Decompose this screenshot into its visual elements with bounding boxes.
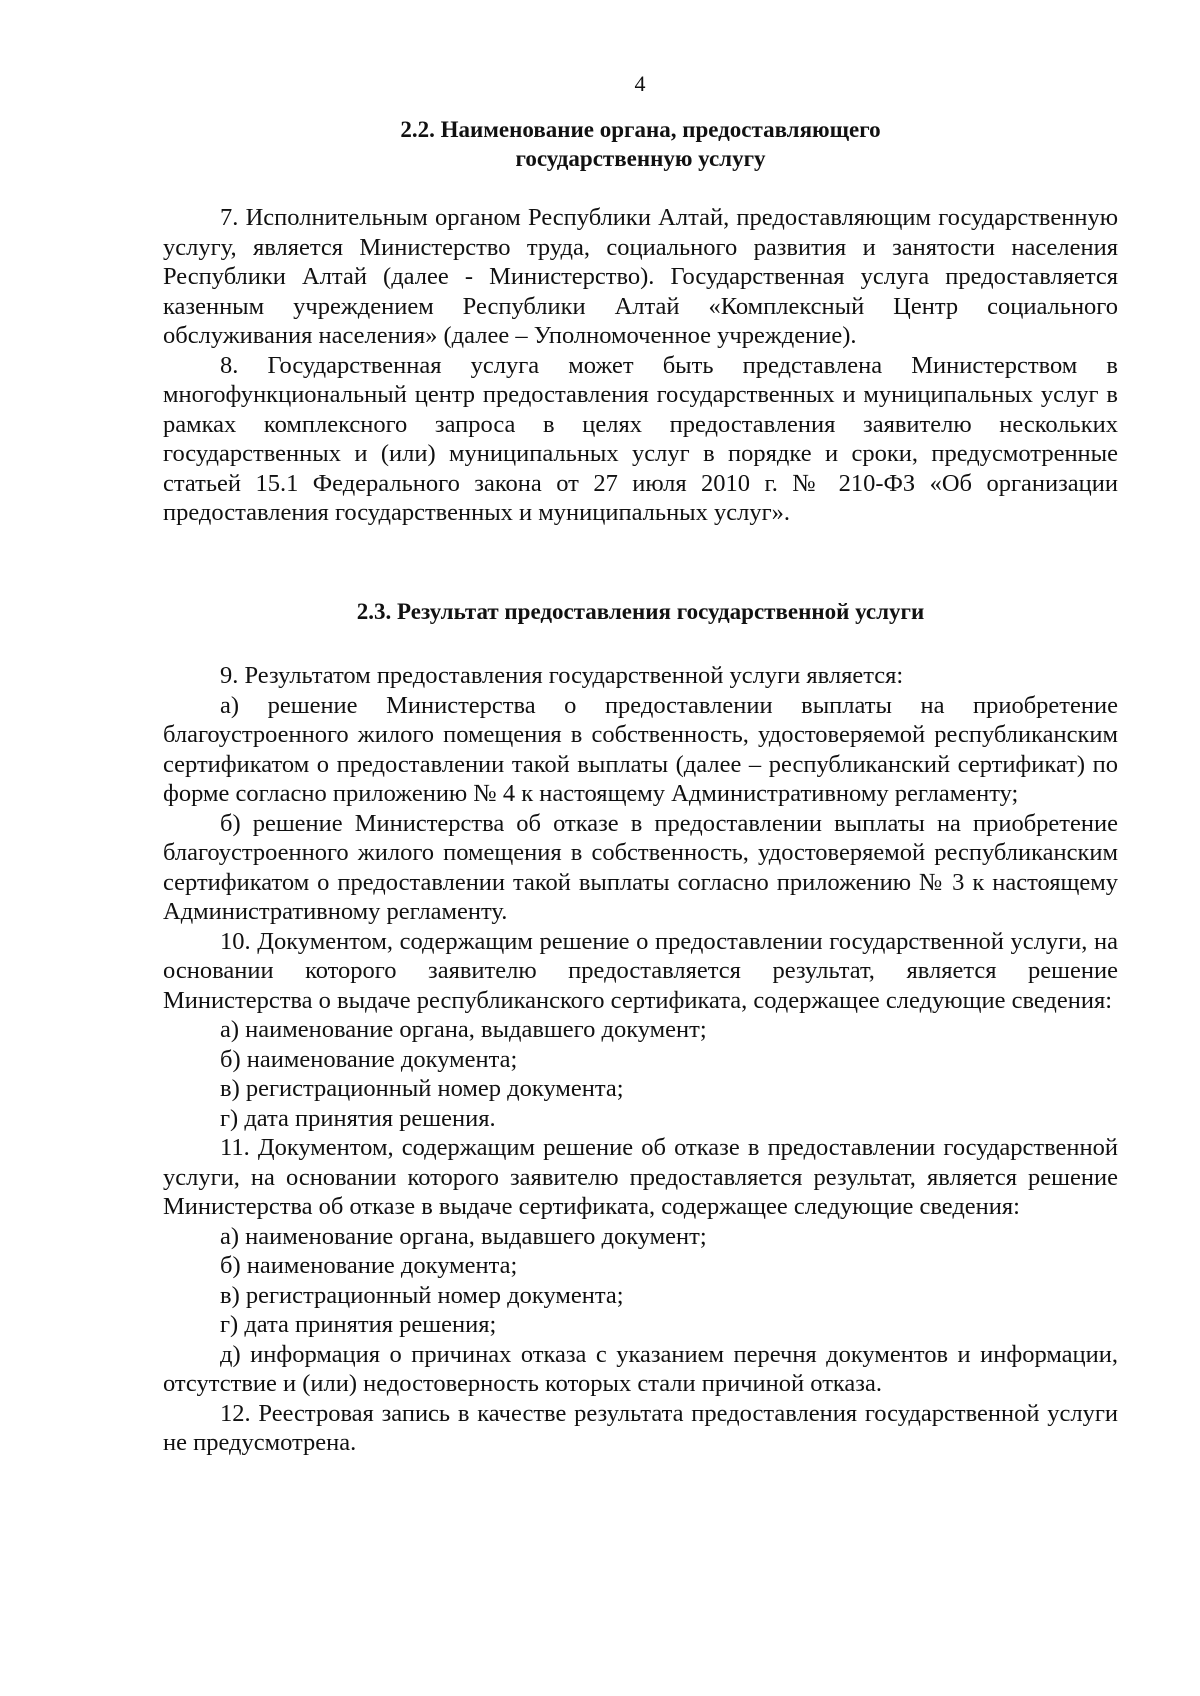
paragraph-10: 10. Документом, содержащим решение о предоставлении государственной услуги, на основании которого заявителю предоставляется результат, является решение Министерства о выдаче республиканского сертификата, содержащее следующие сведения: bbox=[163, 927, 1118, 1014]
paragraph-9: 9. Результатом предоставления государственной услуги является: bbox=[220, 662, 904, 689]
section-2-3-body bbox=[163, 661, 1118, 1458]
paragraph-10-item-b: б) наименование документа; bbox=[220, 1045, 518, 1073]
paragraph-11-item-b: б) наименование документа; bbox=[220, 1252, 518, 1279]
paragraph-11-item-e: д) информация о причинах отказа с указанием перечня документов и информации, отсутствие и (или) недостоверность которых стали причиной отказа. bbox=[163, 1340, 1118, 1397]
paragraph-9-item-a: а) решение Министерства о предоставлении выплаты на приобретение благоустроенного жилого помещения в собственность, удостоверяемой республиканским сертификатом о предоставлении такой выплаты (далее – республиканский сертификат) по форме согласно приложению № 4 к настоящему Административному регламенту; bbox=[163, 691, 1118, 807]
paragraph-10-item-d: г) дата принятия решения. bbox=[220, 1104, 496, 1132]
section-heading-2-2-line2: государственную услугу bbox=[515, 146, 766, 171]
page-number: 4 bbox=[634, 71, 646, 96]
section-heading-2-3: 2.3. Результат предоставления государственной услуги bbox=[356, 599, 925, 624]
paragraph-7: 7. Исполнительным органом Республики Алтай, предоставляющим государственную услугу, является Министерство труда, социального развития и занятости населения Республики Алтай (далее - Министерство). Государственная услуга предоставляется казенным учреждением Республики Алтай «Комплексный Центр социального обслуживания населения» (далее – Уполномоченное учреждение). bbox=[163, 204, 1118, 349]
paragraph-10-item-a: а) наименование органа, выдавшего документ; bbox=[220, 1016, 707, 1043]
paragraph-11-item-c: в) регистрационный номер документа; bbox=[220, 1281, 624, 1309]
section-heading-2-2 bbox=[163, 115, 1118, 173]
paragraph-11-item-d: г) дата принятия решения; bbox=[220, 1311, 497, 1338]
paragraph-11-item-a: а) наименование органа, выдавшего документ; bbox=[220, 1222, 707, 1250]
section-2-2-body bbox=[163, 203, 1118, 528]
paragraph-8: 8. Государственная услуга может быть представлена Министерством в многофункциональный центр предоставления государственных и муниципальных услуг в рамках комплексного запроса в целях предоставления заявителю нескольких государственных и (или) муниципальных услуг в порядке и сроки, предусмотренные статьей 15.1 Федерального закона от 27 июля 2010 г. № 210-ФЗ «Об организации предоставления государственных и муниципальных услуг». bbox=[163, 351, 1118, 526]
section-heading-2-2-line1: 2.2. Наименование органа, предоставляющего bbox=[400, 117, 881, 142]
paragraph-12: 12. Реестровая запись в качестве результата предоставления государственной услуги не предусмотрена. bbox=[163, 1399, 1118, 1456]
paragraph-11: 11. Документом, содержащим решение об отказе в предоставлении государственной услуги, на основании которого заявителю предоставляется результат, является решение Министерства об отказе в выдаче сертификата, содержащее следующие сведения: bbox=[163, 1134, 1118, 1220]
paragraph-10-item-c: в) регистрационный номер документа; bbox=[220, 1075, 624, 1102]
paragraph-9-item-b: б) решение Министерства об отказе в предоставлении выплаты на приобретение благоустроенного жилого помещения в собственность, удостоверяемой республиканским сертификатом о предоставлении такой выплаты согласно приложению № 3 к настоящему Административному регламенту. bbox=[163, 809, 1118, 925]
